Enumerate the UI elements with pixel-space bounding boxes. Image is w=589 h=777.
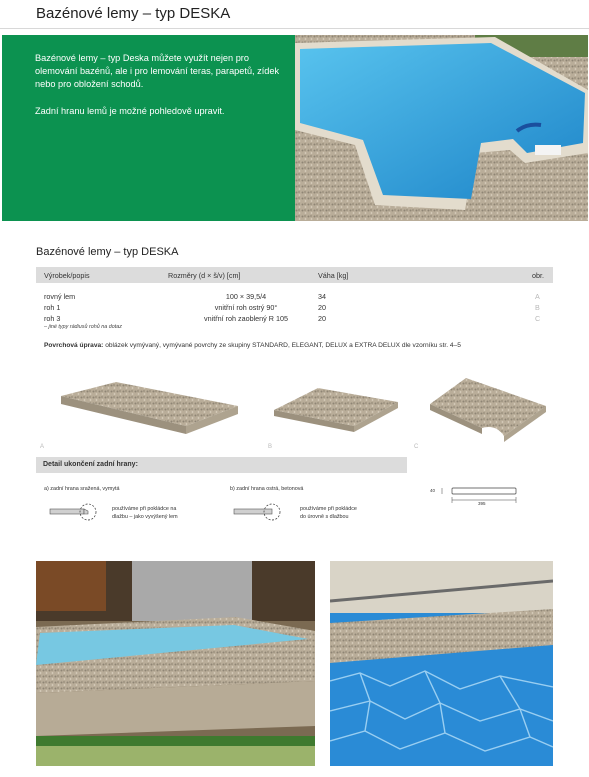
option-a-usage: používáme při pokládce na dlažbu – jako vyvýšený lem [112,506,178,520]
table-title: Bazénové lemy – typ DESKA [36,246,179,258]
header-size: Rozměry (d × š/v) [cm] [168,271,241,280]
header-weight: Váha [kg] [318,271,349,280]
row-size: vnitřní roh zaoblený R 105 [204,314,288,323]
table-row [36,292,553,303]
option-b-usage: používáme při pokládce do úrovně s dlažbou [300,506,357,520]
dimension-width: 395 [478,501,486,506]
hero-paragraph-2: Zadní hranu lemů je možné pohledově upravit. [35,105,225,116]
product-label-a: A [40,444,45,450]
pool-terrace-photo [36,561,315,766]
edge-profile-a-drawing [48,502,108,524]
row-name: rovný lem [44,292,76,301]
row-figure: A [535,292,540,301]
surface-finish [44,342,461,349]
pool-edge-closeup-photo [330,561,553,766]
finish-text: oblázek vymývaný, vymývané povrchy ze skupiny STANDARD, ELEGANT, DELUX a EXTRA DELUX dle vzorníku str. 4–5 [103,342,461,349]
option-a-label: a) zadní hrana sražená, vymytá [44,486,120,492]
row-name: roh 3 [44,314,61,323]
detail-title: Detail ukončení zadní hrany: [43,461,138,468]
hero-paragraph-1: Bazénové lemy – typ Deska můžete využít nejen pro olemování bazénů, ale i pro lemování teras, parapetů, zídek nebo pro obložení schodů. [35,53,280,90]
row-size: vnitřní roh ostrý 90° [214,303,278,312]
row-weight: 20 [318,303,326,312]
row-figure: C [535,314,541,323]
row-weight: 20 [318,314,326,323]
header-figure: obr. [532,271,544,280]
table-row [36,303,553,314]
finish-label: Povrchová úprava: [44,342,104,349]
hero-text [35,52,285,118]
row-figure: B [535,303,540,312]
title-divider [0,28,589,29]
row-name: roh 1 [44,303,61,312]
dimension-height: 40 [430,488,436,493]
table-header [36,267,553,283]
product-straight-edge-image [56,378,242,448]
header-product: Výrobek/popis [44,271,90,280]
hero-pool-photo [295,35,588,221]
product-label-b: B [268,444,273,450]
edge-profile-b-drawing [232,502,292,524]
row-size: 100 × 39,5/4 [225,292,267,301]
detail-header [36,457,407,473]
product-label-c: C [414,444,419,450]
product-corner-rounded-image [426,376,550,446]
row-weight: 34 [318,292,326,301]
option-b-label: b) zadní hrana ostrá, betonová [230,486,304,492]
product-corner-sharp-image [272,384,402,436]
table-note: – jiné typy rádiusů rohů na dotaz [44,324,122,330]
page-title: Bazénové lemy – typ DESKA [36,5,231,22]
